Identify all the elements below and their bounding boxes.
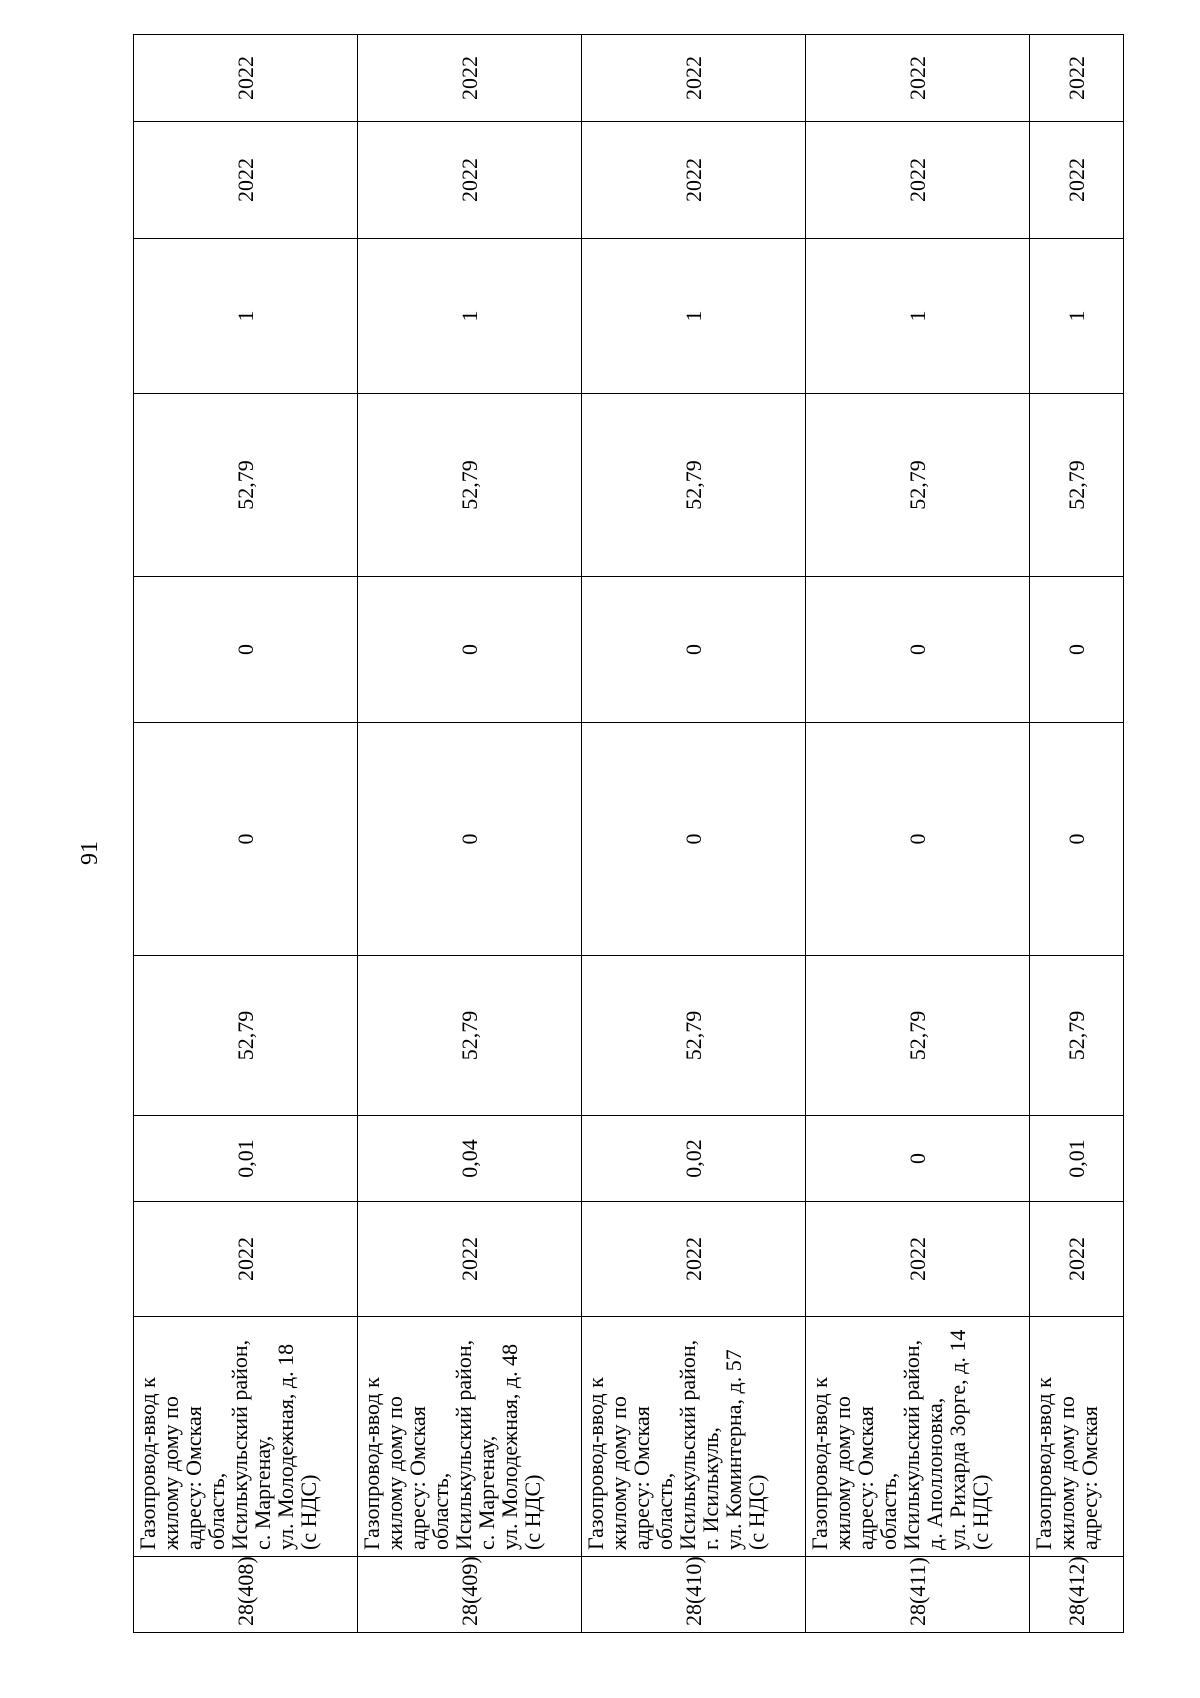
year-cell: 2022: [358, 1202, 582, 1317]
object-name-cell: [134, 1317, 358, 1557]
value-cell-8: 2022: [582, 35, 806, 122]
value-cell-5: 52,79: [806, 394, 1030, 577]
value-cell-6: 1: [358, 239, 582, 394]
value-cell-7: 2022: [358, 122, 582, 239]
value-cell-6: 1: [134, 239, 358, 394]
value-cell-2: 52,79: [134, 956, 358, 1116]
data-table: [133, 34, 1124, 1633]
object-name-line: (с НДС): [296, 1474, 321, 1550]
object-name-line: жилому дому по: [158, 1396, 183, 1550]
object-name-line: ул. Рихарда Зорге, д. 14: [945, 1329, 970, 1550]
year-cell: 2022: [806, 1202, 1030, 1317]
object-name-line: область,: [204, 1472, 229, 1550]
value-cell-3: 0: [1030, 723, 1124, 956]
object-name-line: д. Аполлоновка,: [922, 1397, 947, 1550]
object-name-line: адресу: Омская: [853, 1406, 878, 1550]
year-cell: 2022: [1030, 1202, 1124, 1317]
row-id-cell: 28(412): [1030, 1557, 1124, 1633]
value-cell-7: 2022: [1030, 122, 1124, 239]
object-name-line: жилому дому по: [382, 1396, 407, 1550]
value-cell-1: 0: [806, 1116, 1030, 1202]
value-cell-2: 52,79: [582, 956, 806, 1116]
row-id-cell: 28(410): [582, 1557, 806, 1633]
object-name-cell: [358, 1317, 582, 1557]
value-cell-7: 2022: [806, 122, 1030, 239]
object-name-line: г. Исилькуль,: [698, 1427, 723, 1550]
object-name-line: адресу: Омская: [181, 1406, 206, 1550]
table-row: [134, 35, 358, 1633]
value-cell-7: 2022: [134, 122, 358, 239]
value-cell-4: 0: [134, 577, 358, 723]
value-cell-5: 52,79: [582, 394, 806, 577]
object-name-line: Газопровод-ввод к: [583, 1377, 608, 1550]
row-id-cell: 28(411): [806, 1557, 1030, 1633]
value-cell-3: 0: [582, 723, 806, 956]
object-name-line: (с НДС): [520, 1474, 545, 1550]
value-cell-1: 0,01: [1030, 1116, 1124, 1202]
year-cell: 2022: [134, 1202, 358, 1317]
row-id-cell: 28(408): [134, 1557, 358, 1633]
row-id-cell: 28(409): [358, 1557, 582, 1633]
object-name-line: область,: [876, 1472, 901, 1550]
table-row: [582, 35, 806, 1633]
object-name-cell: [806, 1317, 1030, 1557]
object-name-line: ул. Коминтерна, д. 57: [721, 1349, 746, 1550]
object-name-line: с. Маргенау,: [474, 1435, 499, 1550]
value-cell-8: 2022: [806, 35, 1030, 122]
value-cell-2: 52,79: [358, 956, 582, 1116]
object-name-line: область,: [652, 1472, 677, 1550]
rotated-table: [133, 35, 1123, 1633]
year-cell: 2022: [582, 1202, 806, 1317]
value-cell-6: 1: [806, 239, 1030, 394]
object-name-line: Исилькульский район,: [675, 1339, 700, 1550]
value-cell-5: 52,79: [1030, 394, 1124, 577]
value-cell-2: 52,79: [1030, 956, 1124, 1116]
value-cell-3: 0: [806, 723, 1030, 956]
value-cell-6: 1: [1030, 239, 1124, 394]
object-name-cell: [582, 1317, 806, 1557]
object-name-line: Газопровод-ввод к: [1031, 1377, 1056, 1550]
object-name-line: Газопровод-ввод к: [359, 1377, 384, 1550]
object-name-line: адресу: Омская: [405, 1406, 430, 1550]
object-name-line: с. Маргенау,: [250, 1435, 275, 1550]
object-name-line: адресу: Омская: [1077, 1406, 1102, 1550]
object-name-line: область,: [428, 1472, 453, 1550]
value-cell-3: 0: [358, 723, 582, 956]
value-cell-6: 1: [582, 239, 806, 394]
table-row: [806, 35, 1030, 1633]
value-cell-3: 0: [134, 723, 358, 956]
object-name-line: Газопровод-ввод к: [135, 1377, 160, 1550]
object-name-line: Исилькульский район,: [227, 1339, 252, 1550]
value-cell-4: 0: [806, 577, 1030, 723]
table-row: [1030, 35, 1124, 1633]
object-name-line: жилому дому по: [606, 1396, 631, 1550]
object-name-line: ул. Молодежная, д. 48: [497, 1343, 522, 1550]
object-name-cell: [1030, 1317, 1124, 1557]
value-cell-7: 2022: [582, 122, 806, 239]
value-cell-1: 0,01: [134, 1116, 358, 1202]
object-name-line: жилому дому по: [830, 1396, 855, 1550]
page-number: 91: [77, 841, 103, 865]
object-name-line: ул. Молодежная, д. 18: [273, 1343, 298, 1550]
value-cell-8: 2022: [134, 35, 358, 122]
value-cell-8: 2022: [1030, 35, 1124, 122]
object-name-line: Исилькульский район,: [451, 1339, 476, 1550]
value-cell-4: 0: [582, 577, 806, 723]
object-name-line: Газопровод-ввод к: [807, 1377, 832, 1550]
object-name-line: Исилькульский район,: [899, 1339, 924, 1550]
value-cell-1: 0,04: [358, 1116, 582, 1202]
value-cell-8: 2022: [358, 35, 582, 122]
object-name-line: (с НДС): [744, 1474, 769, 1550]
table-container: [133, 35, 1123, 1633]
value-cell-4: 0: [358, 577, 582, 723]
value-cell-5: 52,79: [134, 394, 358, 577]
value-cell-4: 0: [1030, 577, 1124, 723]
object-name-line: (с НДС): [968, 1474, 993, 1550]
object-name-line: жилому дому по: [1054, 1396, 1079, 1550]
value-cell-5: 52,79: [358, 394, 582, 577]
value-cell-2: 52,79: [806, 956, 1030, 1116]
value-cell-1: 0,02: [582, 1116, 806, 1202]
table-row: [358, 35, 582, 1633]
object-name-line: адресу: Омская: [629, 1406, 654, 1550]
